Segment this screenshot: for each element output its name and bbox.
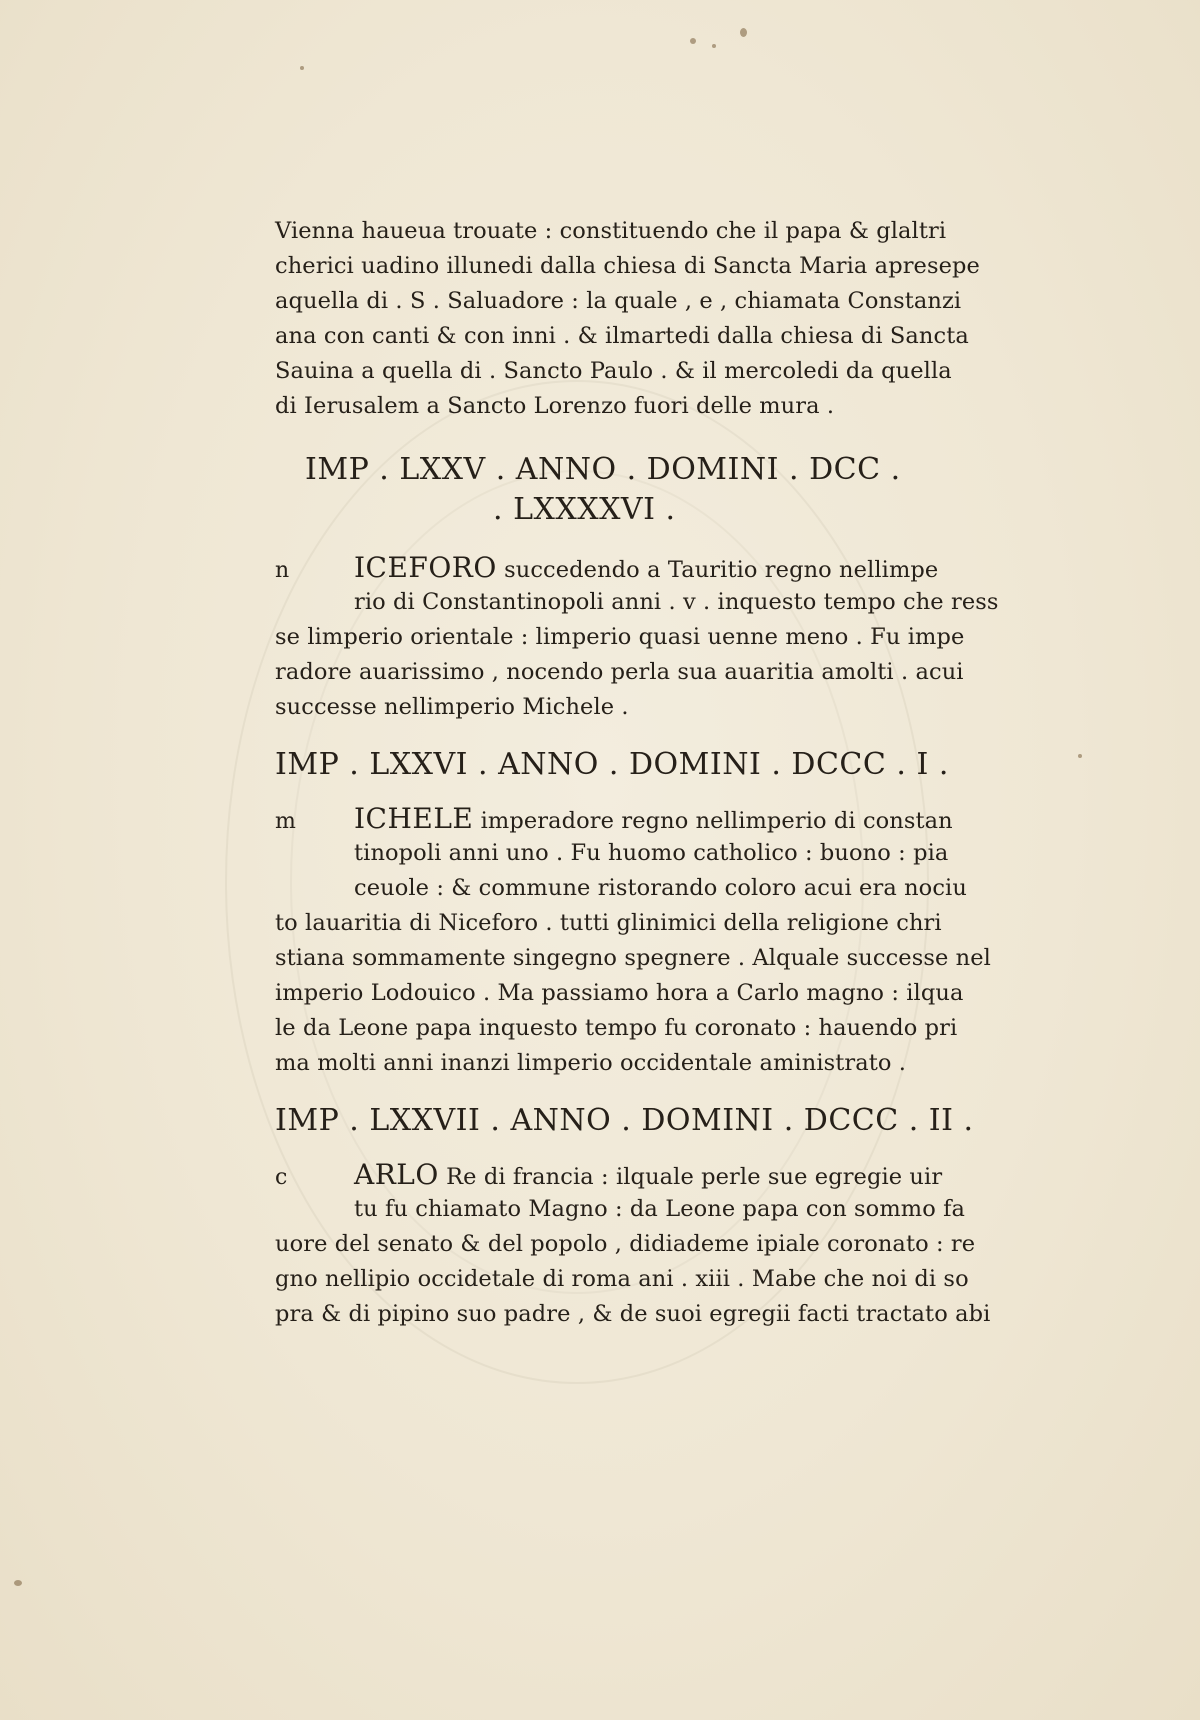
text-line: ana con canti & con inni . & ilmartedi dalla chiesa di Sancta <box>275 323 969 349</box>
text-line: imperadore regno nellimperio di constan <box>480 808 953 834</box>
paper-speck <box>1078 754 1082 758</box>
text-line: se limperio orientale : limperio quasi uenne meno . Fu impe <box>275 624 965 650</box>
capital-word: ICHELE <box>354 802 474 835</box>
section-heading: IMP . LXXV . ANNO . DOMINI . DCC . <box>305 452 901 487</box>
section-carlo <box>275 1157 991 1332</box>
text-line: Vienna haueua trouate : constituendo che il papa & glaltri <box>275 218 947 244</box>
top-paragraph <box>275 214 980 424</box>
text-block <box>275 214 999 1332</box>
capital-word: ICEFORO <box>354 551 497 584</box>
text-line: ma molti anni inanzi limperio occidentale aministrato . <box>275 1050 907 1076</box>
text-line: rio di Constantinopoli anni . v . inquesto tempo che ress <box>354 589 999 615</box>
paper-speck <box>740 28 747 37</box>
section-heading-continued: . LXXXXVI . <box>493 492 676 527</box>
text-line: imperio Lodouico . Ma passiamo hora a Carlo magno : ilqua <box>275 980 964 1006</box>
section-heading: IMP . LXXVI . ANNO . DOMINI . DCCC . I . <box>275 747 949 782</box>
text-line: pra & di pipino suo padre , & de suoi egregii facti tractato abi <box>275 1301 991 1327</box>
capital-word: ARLO <box>354 1158 439 1191</box>
text-line: Re di francia : ilquale perle sue egregie uir <box>446 1164 943 1190</box>
paper-speck <box>300 66 304 70</box>
paper-speck <box>690 38 696 44</box>
text-line: uore del senato & del popolo , didiademe ipiale coronato : re <box>275 1231 976 1257</box>
text-line: tu fu chiamato Magno : da Leone papa con sommo fa <box>354 1196 966 1222</box>
text-line: aquella di . S . Saluadore : la quale , e , chiamata Constanzi <box>275 288 962 314</box>
guide-letter: c <box>275 1165 288 1190</box>
text-line: Sauina a quella di . Sancto Paulo . & il mercoledi da quella <box>275 358 952 384</box>
guide-letter: m <box>275 809 296 834</box>
text-line: stiana sommamente singegno spegnere . Alquale successe nel <box>275 945 991 971</box>
text-line: succedendo a Tauritio regno nellimpe <box>504 557 939 583</box>
text-line: to lauaritia di Niceforo . tutti glinimici della religione chri <box>275 910 942 936</box>
section-michele <box>275 801 991 1081</box>
text-line: di Ierusalem a Sancto Lorenzo fuori delle mura . <box>275 393 835 419</box>
guide-letter: n <box>275 558 290 583</box>
text-line: tinopoli anni uno . Fu huomo catholico : buono : pia <box>354 840 949 866</box>
paragraph-first-line <box>275 550 975 585</box>
text-line: ceuole : & commune ristorando coloro acui era nociu <box>354 875 967 901</box>
section-niceforo <box>275 550 999 725</box>
paragraph-first-line <box>275 1157 975 1192</box>
text-line: gno nellipio occidetale di roma ani . xiii . Mabe che noi di so <box>275 1266 969 1292</box>
paper-speck <box>14 1580 22 1586</box>
paper-speck <box>712 44 716 48</box>
text-line: successe nellimperio Michele . <box>275 694 629 720</box>
text-line: cherici uadino illunedi dalla chiesa di Sancta Maria apresepe <box>275 253 980 279</box>
section-heading: IMP . LXXVII . ANNO . DOMINI . DCCC . II . <box>275 1103 974 1138</box>
text-line: radore auarissimo , nocendo perla sua auaritia amolti . acui <box>275 659 964 685</box>
text-line: le da Leone papa inquesto tempo fu coronato : hauendo pri <box>275 1015 958 1041</box>
paragraph-first-line <box>275 801 975 836</box>
